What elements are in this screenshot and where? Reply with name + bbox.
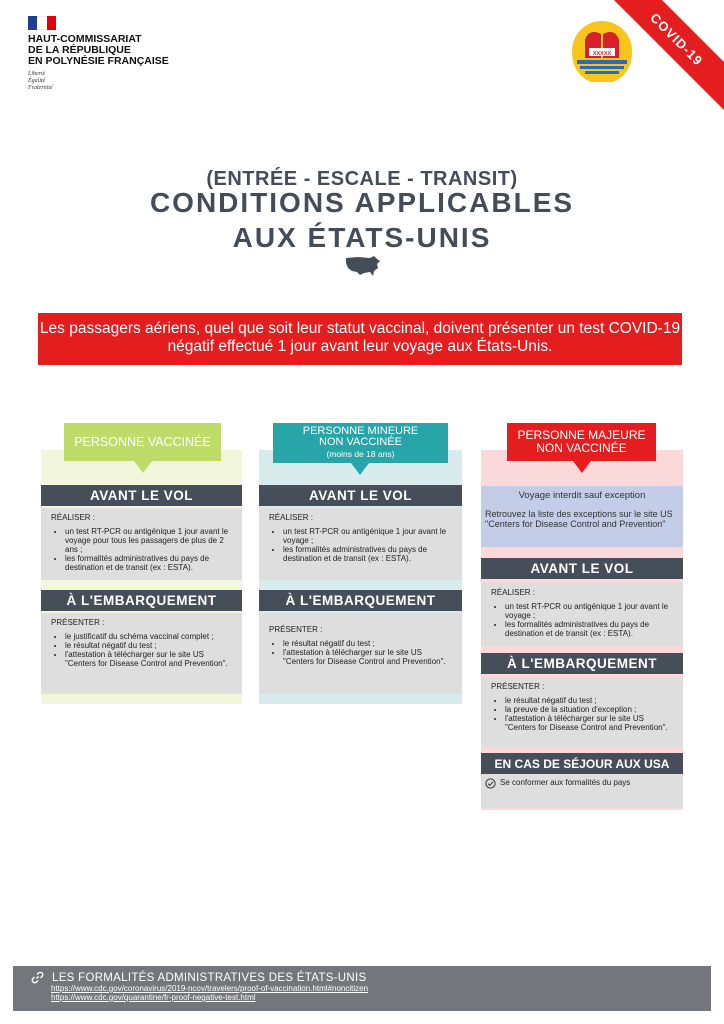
box-label: RÉALISER :	[51, 513, 96, 522]
motto-line: Fraternité	[28, 85, 53, 91]
footer-links-panel	[13, 966, 711, 1011]
box-label: PRÉSENTER :	[51, 618, 105, 627]
badge-pointer	[573, 461, 591, 473]
list-item: • les formalités administratives du pays de destination et de transit (ex : ESTA).	[65, 554, 232, 572]
list-item: • un test RT-PCR ou antigénique 1 jour avant le voyage ;	[283, 527, 452, 545]
list-item: • les formalités administratives du pays de destination et de transit (ex : ESTA).	[505, 620, 673, 638]
box-label: RÉALISER :	[269, 513, 314, 522]
badge-label: NON VACCINÉE	[536, 441, 627, 455]
before-flight-box	[481, 583, 683, 646]
government-name	[28, 34, 198, 67]
before-flight-bar: AVANT LE VOL	[259, 485, 462, 506]
stay-in-usa-box	[481, 774, 683, 808]
page-title-line: CONDITIONS APPLICABLES	[149, 187, 575, 218]
list-item: • le justificatif du schéma vaccinal complet ;	[65, 632, 232, 641]
boarding-bar: À L'EMBARQUEMENT	[481, 653, 683, 674]
badge-label: PERSONNE MINEURE	[302, 425, 419, 437]
motto-line: Égalité	[28, 78, 46, 84]
badge-label: PERSONNE MAJEURE	[517, 428, 646, 442]
badge-sublabel: (moins de 18 ans)	[326, 449, 395, 459]
footer-title-text: LES FORMALITÉS ADMINISTRATIVES DES ÉTATS-UNIS	[52, 971, 367, 984]
ribbon-label: COVID-19	[647, 9, 707, 69]
badge-minor-unvaccinated	[273, 423, 448, 463]
footer-title	[31, 971, 699, 984]
boarding-box	[41, 613, 242, 694]
list-item: • un test RT-PCR ou antigénique 1 jour avant le voyage ;	[505, 602, 673, 620]
french-flag-icon	[28, 16, 56, 30]
page-title-line: AUX ÉTATS-UNIS	[232, 222, 492, 253]
before-flight-box	[41, 508, 242, 580]
link-icon	[31, 971, 44, 984]
list-item: • le résultat négatif du test ;	[283, 639, 452, 648]
emblem-text: XXXXX	[592, 51, 612, 57]
exception-body: Retrouvez la liste des exceptions sur le site US "Centers for Disease Control and Prevention"	[485, 509, 673, 529]
badge-adult-unvaccinated	[507, 423, 656, 461]
before-flight-box	[259, 508, 462, 580]
government-logo-block	[28, 16, 198, 92]
badge-pointer	[351, 463, 369, 475]
boarding-box	[481, 677, 683, 747]
boarding-bar: À L'EMBARQUEMENT	[259, 590, 462, 611]
government-name-line: EN POLYNÉSIE FRANÇAISE	[28, 55, 169, 67]
cdc-negative-test-link[interactable]: https://www.cdc.gov/quarantine/fr-proof-negative-test.html	[51, 993, 256, 1002]
list-item: • les formalités administratives du pays de destination et de transit (ex : ESTA).	[283, 545, 452, 563]
list-item: • le résultat négatif du test ;	[505, 696, 673, 705]
box-label: PRÉSENTER :	[491, 682, 545, 691]
republic-motto	[28, 71, 198, 92]
motto-line: Liberté	[28, 71, 46, 77]
box-label: RÉALISER :	[491, 588, 536, 597]
list-item: • le résultat négatif du test ;	[65, 641, 232, 650]
boarding-bar: À L'EMBARQUEMENT	[41, 590, 242, 611]
badge-pointer	[134, 461, 152, 473]
us-map-icon	[344, 254, 382, 278]
stay-in-usa-bar: EN CAS DE SÉJOUR AUX USA	[481, 753, 683, 774]
list-item: • la preuve de la situation d'exception ;	[505, 705, 673, 714]
badge-label: PERSONNE VACCINÉE	[74, 435, 211, 449]
list-item: • l'attestation à télécharger sur le site US "Centers for Disease Control and Prevention".	[65, 650, 232, 668]
list-item: • l'attestation à télécharger sur le site US "Centers for Disease Control and Prevention".	[505, 714, 673, 732]
stay-text: Se conformer aux formalités du pays	[500, 778, 631, 787]
page-subtitle: (ENTRÉE - ESCALE - TRANSIT)	[206, 168, 518, 190]
list-item: • un test RT-PCR ou antigénique 1 jour avant le voyage pour tous les passagers de plus de 2 ans ;	[65, 527, 232, 554]
alert-banner: Les passagers aériens, quel que soit leur statut vaccinal, doivent présenter un test COVID-19 négatif effectué 1 jour avant leur voyage aux États-Unis.	[38, 313, 682, 365]
exception-notice	[481, 486, 683, 547]
boarding-box	[259, 613, 462, 694]
government-name-line: HAUT-COMMISSARIAT	[28, 33, 142, 45]
badge-vaccinated	[64, 423, 221, 461]
cdc-vaccination-link[interactable]: https://www.cdc.gov/coronavirus/2019-ncov/travelers/proof-of-vaccination.html#noncitizen	[51, 984, 369, 993]
before-flight-bar: AVANT LE VOL	[41, 485, 242, 506]
french-polynesia-emblem-icon	[571, 20, 633, 82]
badge-label: NON VACCINÉE	[319, 436, 402, 448]
check-circle-icon	[485, 778, 496, 789]
government-name-line: DE LA RÉPUBLIQUE	[28, 44, 131, 56]
list-item: • l'attestation à télécharger sur le site US "Centers for Disease Control and Prevention".	[283, 648, 452, 666]
box-label: PRÉSENTER :	[269, 625, 323, 634]
exception-heading: Voyage interdit sauf exception	[518, 490, 646, 501]
before-flight-bar: AVANT LE VOL	[481, 558, 683, 579]
